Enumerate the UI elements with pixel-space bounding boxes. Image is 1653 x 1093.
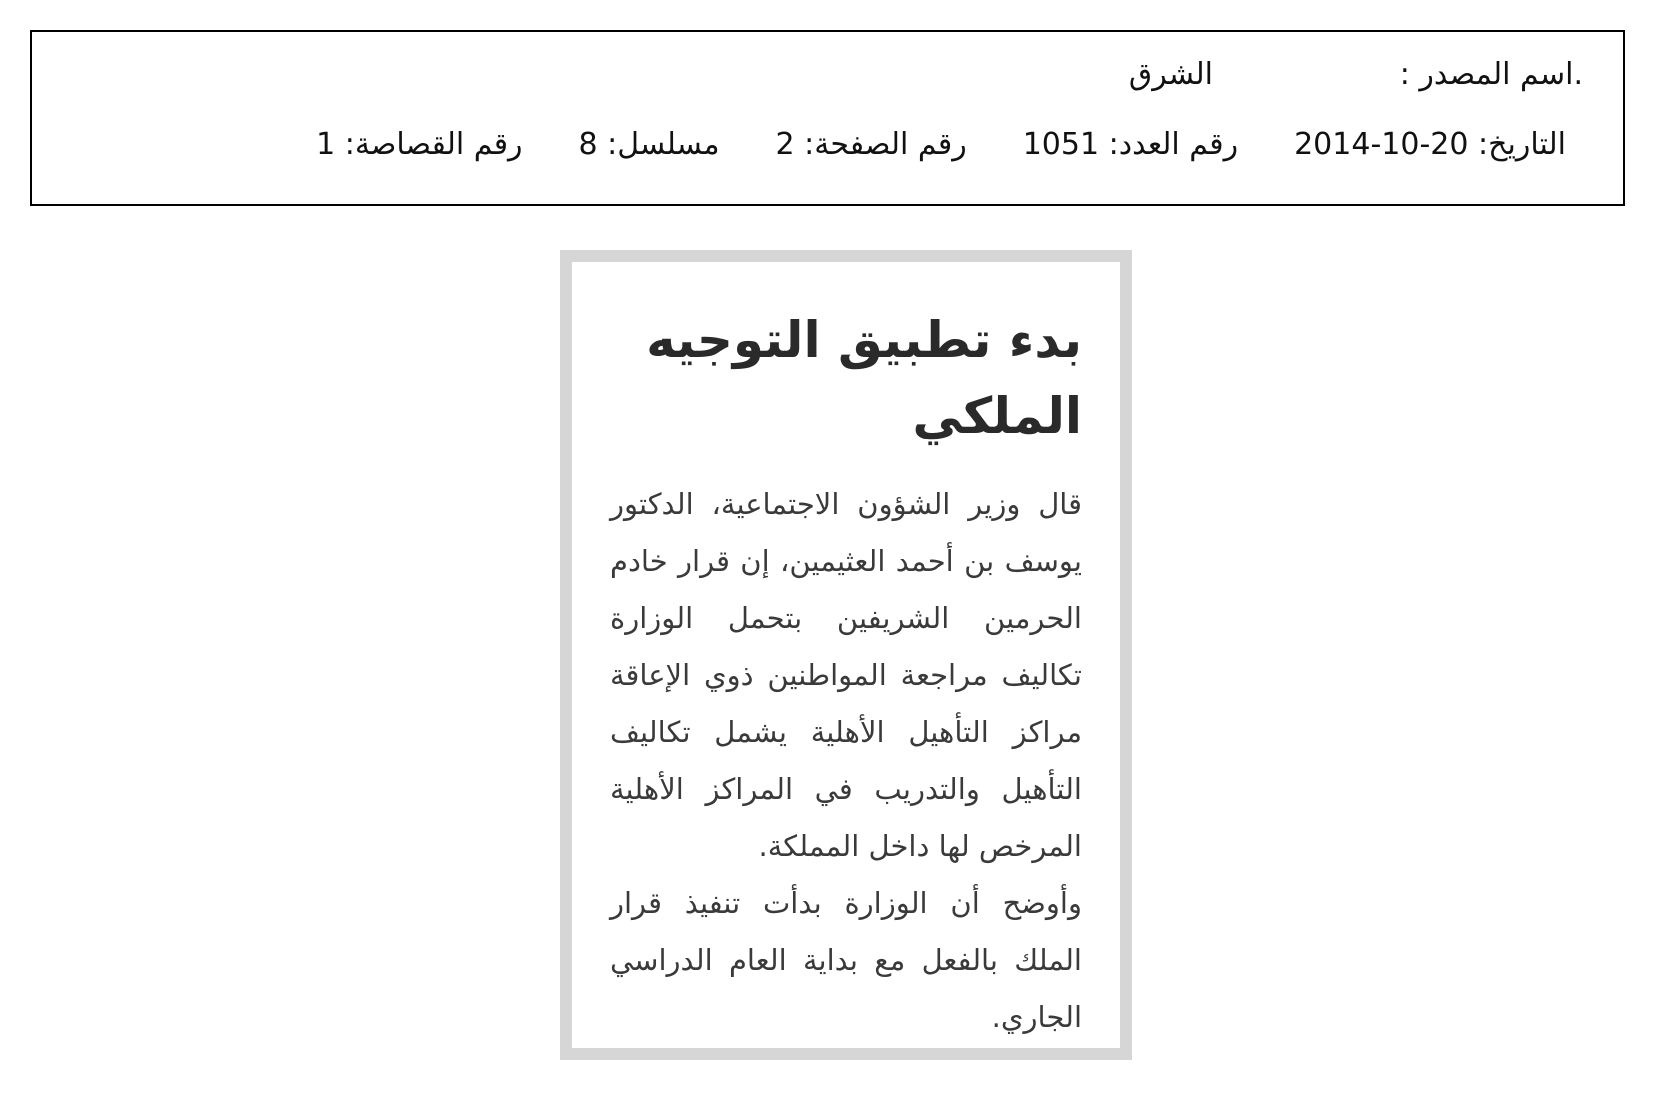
serial-field: مسلسل: 8 bbox=[578, 127, 720, 162]
article-title: بدء تطبيق التوجيه الملكي bbox=[646, 311, 1082, 445]
clip-number-field: رقم القصاصة: 1 bbox=[316, 127, 523, 162]
article-paragraph: قال وزير الشؤون الاجتماعية، الدكتور يوسف بن أحمد العثيمين، إن قرار خادم الحرمين الشريفين بتحمل الوزارة تكاليف مراجعة المواطنين ذوي الإعاقة مراكز التأهيل الأهلية يشمل تكاليف التأهيل والتدريب في المراكز الأهلية المرخص لها داخل المملكة. bbox=[610, 487, 1082, 863]
source-label: .اسم المصدر : bbox=[1399, 57, 1583, 92]
page-number-field: رقم الصفحة: 2 bbox=[775, 127, 967, 162]
article-paragraph: وأوضح أن الوزارة بدأت تنفيذ قرار الملك بالفعل مع بداية العام الدراسي الجاري. bbox=[610, 886, 1082, 1034]
issue-number-field: رقم العدد: 1051 bbox=[1022, 127, 1239, 162]
clipping-header bbox=[30, 30, 1625, 206]
article-body bbox=[610, 476, 1082, 1046]
article-content bbox=[572, 262, 1120, 1048]
date-field: التاريخ: 20-10-2014 bbox=[1294, 127, 1566, 162]
article-clipping bbox=[560, 250, 1132, 1060]
metadata-row bbox=[316, 127, 1566, 162]
source-value: الشرق bbox=[1128, 57, 1213, 92]
